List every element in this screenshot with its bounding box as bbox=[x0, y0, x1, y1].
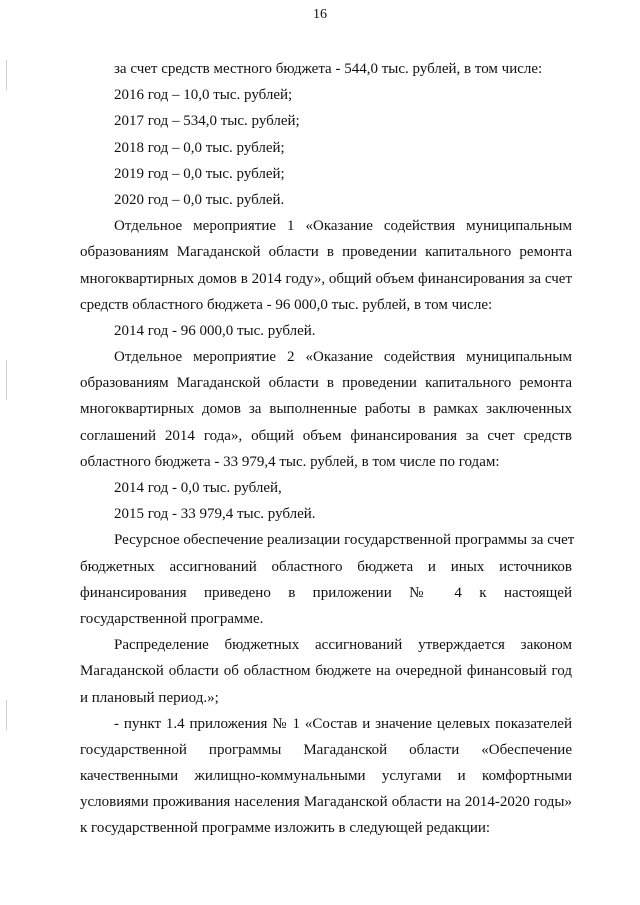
text-line: образованиям Магаданской области в проведении капитального ремонта bbox=[80, 375, 572, 392]
scan-margin-mark bbox=[6, 700, 7, 730]
text-line: Отдельное мероприятие 2 «Оказание содействия муниципальным bbox=[114, 349, 572, 366]
text-line: многоквартирных домов в 2014 году», общий объем финансирования за счет bbox=[80, 270, 572, 287]
text-line: соглашений 2014 года», общий объем финансирования за счет средств bbox=[80, 427, 572, 444]
text-line: Магаданской области об областном бюджете на очередной финансовый год bbox=[80, 663, 572, 680]
text-line: государственной программы Магаданской области «Обеспечение bbox=[80, 741, 572, 758]
scan-margin-mark bbox=[6, 60, 7, 90]
text-line: условиями проживания населения Магаданской области на 2014-2020 годы» bbox=[80, 794, 572, 811]
text-line: 2015 год - 33 979,4 тыс. рублей. bbox=[114, 506, 316, 523]
text-line: образованиям Магаданской области в проведении капитального ремонта bbox=[80, 244, 572, 261]
text-line: 2019 год – 0,0 тыс. рублей; bbox=[114, 165, 285, 182]
text-line: финансирования приведено в приложении № 4 к настоящей bbox=[80, 584, 572, 601]
text-line: к государственной программе изложить в следующей редакции: bbox=[80, 820, 491, 837]
page-number: 16 bbox=[313, 7, 327, 22]
text-line: Распределение бюджетных ассигнований утверждается законом bbox=[114, 637, 572, 654]
text-line: областного бюджета - 33 979,4 тыс. рублей, в том числе по годам: bbox=[80, 453, 500, 470]
text-line: многоквартирных домов за выполненные работы в рамках заключенных bbox=[80, 401, 572, 418]
text-line: 2020 год – 0,0 тыс. рублей. bbox=[114, 191, 285, 208]
text-line: средств областного бюджета - 96 000,0 тыс. рублей, в том числе: bbox=[80, 296, 493, 313]
text-line: качественными жилищно-коммунальными услугами и комфортными bbox=[80, 768, 572, 785]
scan-margin-mark bbox=[6, 360, 7, 400]
text-line: 2014 год - 0,0 тыс. рублей, bbox=[114, 480, 282, 496]
text-line: 2017 год – 534,0 тыс. рублей; bbox=[114, 113, 300, 130]
text-line: за счет средств местного бюджета - 544,0 тыс. рублей, в том числе: bbox=[114, 61, 543, 77]
text-line: Отдельное мероприятие 1 «Оказание содействия муниципальным bbox=[114, 218, 572, 235]
text-line: - пункт 1.4 приложения № 1 «Состав и значение целевых показателей bbox=[114, 715, 572, 732]
text-line: 2016 год – 10,0 тыс. рублей; bbox=[114, 87, 293, 104]
text-line: 2018 год – 0,0 тыс. рублей; bbox=[114, 139, 285, 156]
text-line: Ресурсное обеспечение реализации государственной программы за счет bbox=[114, 532, 575, 549]
document-body bbox=[80, 56, 575, 842]
text-line: бюджетных ассигнований областного бюджета и иных источников bbox=[80, 558, 572, 575]
text-line: и плановый период.»; bbox=[80, 689, 219, 706]
text-line: 2014 год - 96 000,0 тыс. рублей. bbox=[114, 322, 316, 339]
text-line: государственной программе. bbox=[80, 610, 264, 627]
